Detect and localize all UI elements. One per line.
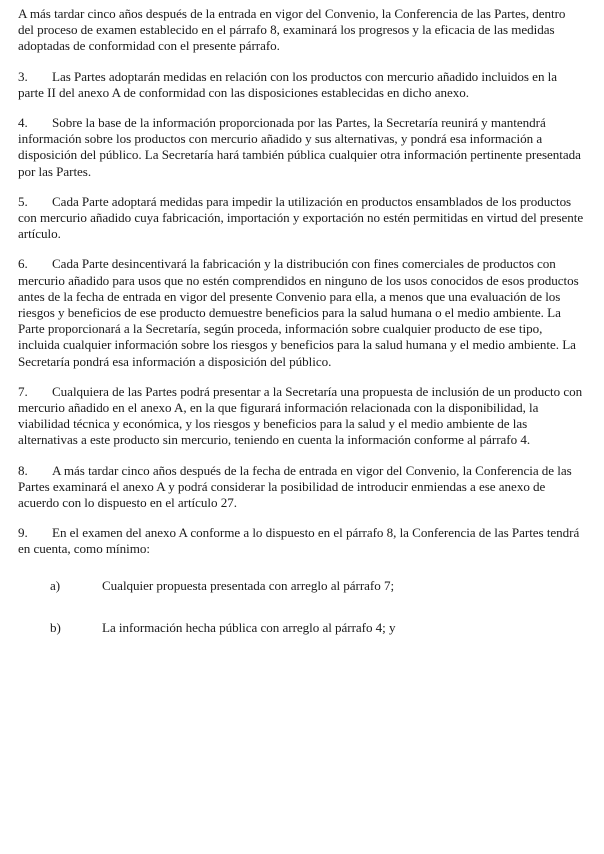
paragraph-8 (18, 463, 584, 512)
paragraph-text: Cada Parte desincentivará la fabricación y la distribución con fines comerciales de productos con mercurio añadido para usos que no estén comprendidos en ninguno de los usos conocidos de esos productos antes de la fecha de entrada en vigor del presente Convenio para ella, a menos que una evaluación de los riesgos y beneficios de ese producto demuestre beneficios para la salud humana o el medio ambiente. La Parte proporcionará a la Secretaría, según proceda, información sobre cualquier producto de ese tipo, incluida cualquier información sobre los riesgos y beneficios para la salud humana y el medio ambiente. La Secretaría pondrá esa información a disposición del público. (18, 256, 579, 369)
paragraph-number: 5. (18, 193, 28, 209)
paragraph-number: 3. (18, 68, 28, 84)
paragraph-number: 4. (18, 115, 28, 131)
paragraph-number: 8. (18, 462, 28, 478)
paragraph-text: Las Partes adoptarán medidas en relación con los productos con mercurio añadido incluidos en la parte II del anexo A de conformidad con las disposiciones establecidas en dicho anexo. (18, 68, 558, 100)
paragraph-6 (18, 256, 584, 369)
paragraph-7 (18, 384, 584, 449)
paragraph-text: A más tardar cinco años después de la fecha de entrada en vigor del Convenio, la Conferencia de las Partes examinará el anexo A y podrá considerar la posibilidad de introducir enmiendas a ese anexo de acuerdo con lo dispuesto en el artículo 27. (18, 462, 572, 511)
paragraph-number: 9. (18, 525, 28, 541)
paragraph-text: En el examen del anexo A conforme a lo dispuesto en el párrafo 8, la Conferencia de las Partes tendrá en cuenta, como mínimo: (18, 525, 580, 557)
paragraph-3 (18, 69, 584, 101)
paragraph-text: Cualquiera de las Partes podrá presentar a la Secretaría una propuesta de inclusión de un producto con mercurio añadido en el anexo A, en la que figurará información relacionada con la disponibilidad, la viabilidad técnica y económica, y los riesgos y beneficios para la salud y el medio ambiente de las alternativas a este producto sin mercurio, teniendo en cuenta la información conforme al párrafo 4. (18, 383, 583, 448)
document-page (18, 6, 584, 662)
intro-paragraph: A más tardar cinco años después de la entrada en vigor del Convenio, la Conferencia de las Partes, dentro del proceso de examen establecido en el párrafo 8, examinará los progresos y la eficacia de las medidas adoptadas de conformidad con el presente párrafo. (18, 6, 566, 54)
paragraph-5 (18, 194, 584, 243)
paragraph-text: Cada Parte adoptará medidas para impedir la utilización en productos ensamblados de los productos con mercurio añadido cuya fabricación, importación y exportación no estén permitidas en virtud del presente artículo. (18, 193, 584, 242)
paragraph-9 (18, 525, 584, 557)
paragraph-number: 7. (18, 383, 28, 399)
subitem-label: a) (50, 577, 61, 593)
subitem-b (18, 620, 584, 636)
subitem-a (18, 578, 584, 594)
paragraph-text: Sobre la base de la información proporcionada por las Partes, la Secretaría reunirá y mantendrá información sobre los productos con mercurio añadido y sus alternativas, y pondrá esa información a disposición del público. La Secretaría hará también pública cualquier otra información pertinente presentada por las Partes. (18, 115, 581, 179)
paragraph-number: 6. (18, 256, 28, 272)
subitem-text: Cualquier propuesta presentada con arreglo al párrafo 7; (102, 577, 395, 593)
subitem-label: b) (50, 619, 61, 635)
paragraph-4 (18, 115, 584, 180)
subitem-text: La información hecha pública con arreglo al párrafo 4; y (102, 619, 396, 635)
